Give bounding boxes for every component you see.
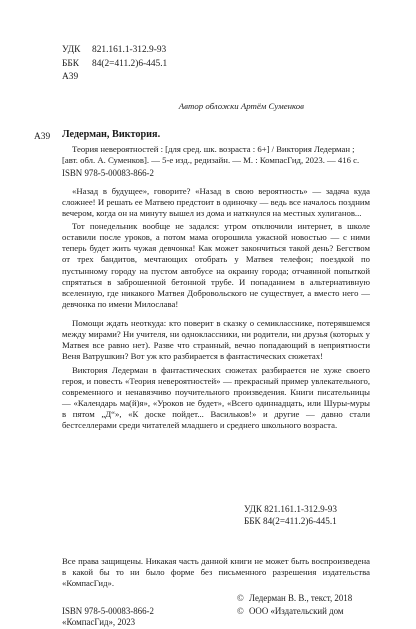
bibliographic-description: Теория невероятностей : [для сред. шк. возраста : 6+] / Виктория Ледерман ; [авт. обл. А. Суменков]. — 5-е изд., редизайн. — М. : КомпасГид, 2023. — 416 с. — [62, 144, 360, 166]
copyright-line-2 — [62, 606, 382, 629]
cover-credit: Автор обложки Артём Суменков — [178, 101, 304, 111]
author-sign-row — [62, 71, 262, 85]
annotation-paragraph: Тот понедельник вообще не задался: утром отключили интернет, в школе оставили после уроков, а потом мама огорошила ужасной новостью — с ними теперь будет жить чужая девчонка! Как может закончиться такой день? Бегством от трех бандитов, мечтающих отобрать у Матвея телефон; поездкой по пустынному городу на пустом автобусе на окраину города; отчаянной попыткой спрятаться в заброшенной бетонной трубе. И попаданием в альтернативную вселенную, где никакого Матвея Добровольского не существует, а вместо него — девчонка по имени Милослава! — [62, 221, 370, 309]
classification-codes — [62, 44, 262, 85]
footer-bbk: ББК 84(2=411.2)6-445.1 — [244, 516, 337, 527]
entry-author-sign: А39 — [34, 132, 51, 142]
catalog-entry — [34, 128, 370, 431]
rights-notice: Все права защищены. Никакая часть данной книги не может быть воспроизведена в какой бы то ни было форме без письменного разрешения издательства «КомпасГид». — [62, 556, 370, 589]
author-sign: А39 — [62, 72, 79, 83]
footer-codes — [244, 503, 374, 528]
copyright-sign: © — [237, 593, 244, 603]
udc-value: 821.161.1-312.9-93 — [92, 45, 167, 55]
entry-isbn: ISBN 978-5-00083-866-2 — [62, 168, 154, 179]
copyright-sign: © — [237, 606, 244, 616]
copyright-isbn: ISBN 978-5-00083-866-2 — [62, 606, 154, 616]
copyright-text: Ледерман В. В., текст, 2018 — [249, 593, 353, 603]
udc-row — [62, 44, 262, 58]
author-heading: Ледерман, Виктория. — [62, 129, 161, 140]
annotation-paragraph: Помощи ждать неоткуда: кто поверит в сказку о семикласснике, потерявшемся между мирами? Ни учителя, ни одноклассники, ни родители, ни друзья (которых у Матвея все равно нет). Разве что странный, вечно попадающий в неприятности Веня Ватрушкин? Вот уж кто разбирается в фантастических сюжетах! — [62, 318, 370, 362]
bbk-label: ББК — [62, 58, 80, 69]
annotation-paragraph: «Назад в будущее», говорите? «Назад в свою вероятность» — задача куда сложнее! И решать ее Матвею предстоит в одиночку — ведь все началось поздним вечером, когда он на минуту вышел из дома и наткнулся на местных хулиганов... — [62, 185, 370, 218]
copyright-text: ООО «Издательский дом «КомпасГид», 2023 — [62, 606, 344, 628]
annotation-paragraph: Виктория Ледерман в фантастических сюжетах разбирается не хуже своего героя, и повесть «Теория невероятностей» — прекрасный пример увлекательного, современного и ненавязчиво поучительного произведения. Книги писательницы — «Календарь ма(й)я», «Уроков не будет», «Всего одиннадцать, или Шуры-муры в пятом „Д“», «К доске пойдет... Васильков!» и другие — давно стали бестселлерами среди читателей младшего и среднего школьного возраста. — [62, 364, 370, 431]
udc-label: УДК — [62, 45, 81, 55]
bbk-value: 84(2=411.2)6-445.1 — [92, 58, 168, 69]
footer-udc: УДК 821.161.1-312.9-93 — [244, 504, 337, 514]
bbk-row — [62, 58, 262, 72]
copyright-line-1 — [62, 593, 382, 604]
